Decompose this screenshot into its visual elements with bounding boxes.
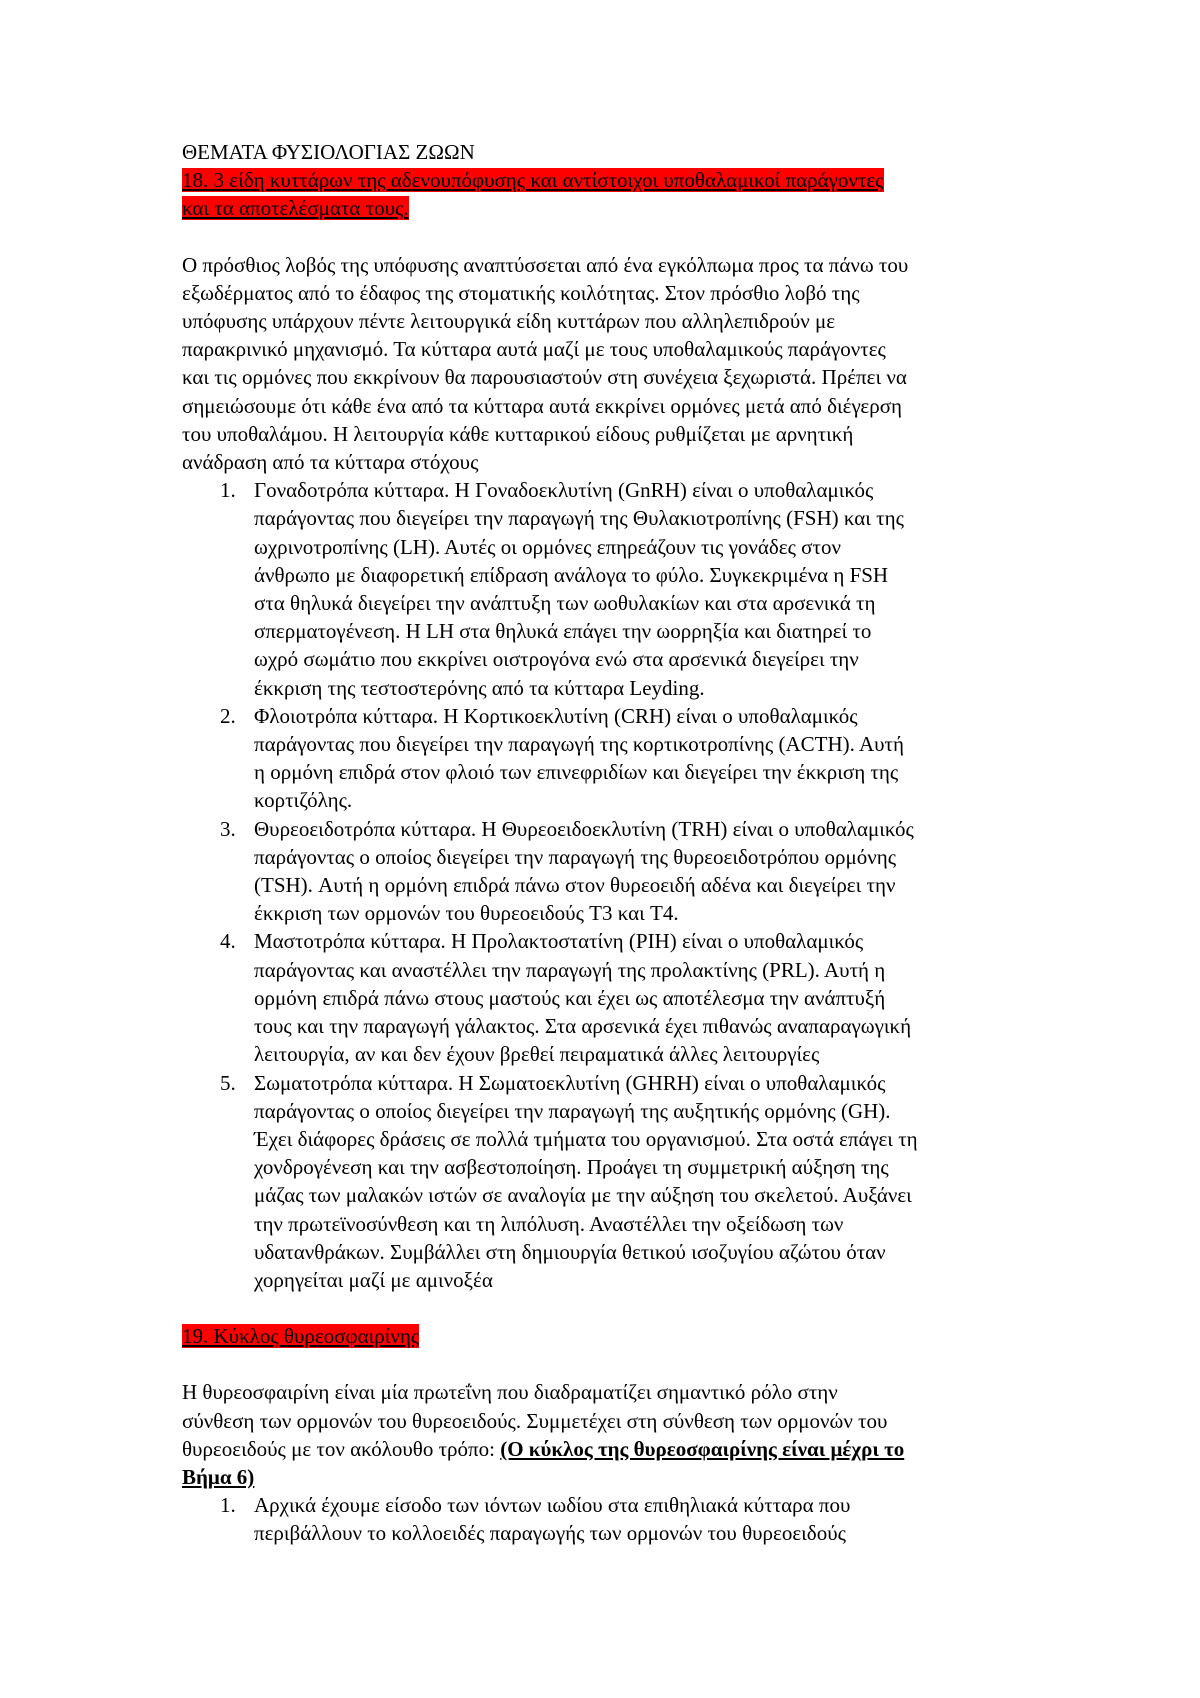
list-item-line: Έχει διάφορες δράσεις σε πολλά τμήματα του οργανισμού. Στα οστά επάγει τη bbox=[254, 1126, 918, 1151]
list-item-line: την πρωτεϊνοσύνθεση και τη λιπόλυση. Αναστέλλει την οξείδωση των bbox=[254, 1211, 844, 1236]
paragraph-line: ανάδραση από τα κύτταρα στόχους bbox=[182, 450, 479, 475]
list-item-line: Θυρεοειδοτρόπα κύτταρα. Η Θυρεοειδοεκλυτίνη (TRH) είναι ο υποθαλαμικός bbox=[254, 816, 914, 841]
list-item-line: παράγοντας ο οποίος διεγείρει την παραγωγή της αυξητικής ορμόνης (GH). bbox=[254, 1098, 891, 1123]
list-item bbox=[182, 476, 1032, 702]
document-page bbox=[182, 138, 1032, 1548]
list-item-line: σπερματογένεση. Η LH στα θηλυκά επάγει την ωορρηξία και διατηρεί το bbox=[254, 619, 872, 644]
list-item-line: παράγοντας που διεγείρει την παραγωγή της κορτικοτροπίνης (ACTH). Αυτή bbox=[254, 732, 904, 757]
list-item-line: Μαστοτρόπα κύτταρα. Η Προλακτοστατίνη (PIH) είναι ο υποθαλαμικός bbox=[254, 929, 864, 954]
list-item-number: 3. bbox=[220, 816, 236, 841]
list-item-line: παράγοντας ο οποίος διεγείρει την παραγωγή της θυρεοειδοτρόπου ορμόνης bbox=[254, 844, 897, 869]
list-item-line: έκκριση των ορμονών του θυρεοειδούς T3 και T4. bbox=[254, 901, 679, 926]
document-title: ΘΕΜΑΤΑ ΦΥΣΙΟΛΟΓΙΑΣ ΖΩΩΝ bbox=[182, 140, 475, 164]
paragraph-line: του υποθαλάμου. Η λειτουργία κάθε κυτταρικού είδους ρυθμίζεται με αρνητική bbox=[182, 421, 854, 446]
section-18-heading bbox=[182, 166, 1032, 222]
list-item-line: χορηγείται μαζί με αμινοξέα bbox=[254, 1267, 493, 1292]
list-item-line: η ορμόνη επιδρά στον φλοιό των επινεφριδίων και διεγείρει την έκκριση της bbox=[254, 760, 899, 785]
paragraph-line: Η θυρεοσφαιρίνη είναι μία πρωτεΐνη που διαδραματίζει σημαντικό ρόλο στην bbox=[182, 1380, 838, 1405]
list-item bbox=[182, 1491, 1032, 1547]
section-19-heading bbox=[182, 1322, 1032, 1350]
bold-note: Βήμα 6) bbox=[182, 1464, 255, 1489]
section-18-list bbox=[182, 476, 1032, 1294]
paragraph-line: σημειώσουμε ότι κάθε ένα από τα κύτταρα αυτά εκκρίνει ορμόνες μετά από διέγερση bbox=[182, 393, 903, 418]
list-item-line: Αρχικά έχουμε είσοδο των ιόντων ιωδίου στα επιθηλιακά κύτταρα που bbox=[254, 1493, 851, 1518]
paragraph-line: εξωδέρματος από το έδαφος της στοματικής κοιλότητας. Στον πρόσθιο λοβό της bbox=[182, 280, 860, 305]
list-item-line: στα θηλυκά διεγείρει την ανάπτυξη των ωοθυλακίων και στα αρσενικά τη bbox=[254, 591, 876, 616]
list-item-line: κορτιζόλης. bbox=[254, 788, 353, 813]
list-item bbox=[182, 1069, 1032, 1295]
paragraph-line: υπόφυσης υπάρχουν πέντε λειτουργικά είδη κυττάρων που αλληλεπιδρούν με bbox=[182, 309, 836, 334]
list-item bbox=[182, 815, 1032, 928]
list-item-line: περιβάλλουν το κολλοειδές παραγωγής των ορμονών του θυρεοειδούς bbox=[254, 1521, 846, 1546]
list-item-number: 1. bbox=[220, 478, 236, 503]
list-item-line: Γοναδοτρόπα κύτταρα. Η Γοναδοεκλυτίνη (GnRH) είναι ο υποθαλαμικός bbox=[254, 478, 874, 503]
list-item-line: έκκριση της τεστοστερόνης από τα κύτταρα Leyding. bbox=[254, 675, 705, 700]
list-item-number: 4. bbox=[220, 929, 236, 954]
section-19-heading-text: 19. Κύκλος θυρεοσφαιρίνης bbox=[182, 1324, 420, 1349]
list-item-line: Σωματοτρόπα κύτταρα. Η Σωματοεκλυτίνη (GHRH) είναι ο υποθαλαμικός bbox=[254, 1070, 886, 1095]
bold-note: (Ο κύκλος της θυρεοσφαιρίνης είναι μέχρι το bbox=[500, 1436, 905, 1461]
paragraph-line bbox=[182, 1463, 1032, 1491]
list-item-line: τους και την παραγωγή γάλακτος. Στα αρσενικά έχει πιθανώς αναπαραγωγική bbox=[254, 1014, 912, 1039]
list-item-line: ωχρινοτροπίνης (LH). Αυτές οι ορμόνες επηρεάζουν τις γονάδες στον bbox=[254, 534, 841, 559]
paragraph-line bbox=[182, 1435, 1032, 1463]
paragraph-line: και τις ορμόνες που εκκρίνουν θα παρουσιαστούν στη συνέχεια ξεχωριστά. Πρέπει να bbox=[182, 365, 907, 390]
list-item-number: 1. bbox=[220, 1493, 236, 1518]
list-item-number: 5. bbox=[220, 1070, 236, 1095]
list-item-line: ορμόνη επιδρά πάνω στους μαστούς και έχει ως αποτέλεσμα την ανάπτυξή bbox=[254, 985, 886, 1010]
spacer bbox=[182, 1294, 1032, 1322]
spacer bbox=[182, 1350, 1032, 1378]
list-item-line: ωχρό σωμάτιο που εκκρίνει οιστρογόνα ενώ στα αρσενικά διεγείρει την bbox=[254, 647, 859, 672]
paragraph-line: Ο πρόσθιος λοβός της υπόφυσης αναπτύσσεται από ένα εγκόλπωμα προς τα πάνω του bbox=[182, 252, 909, 277]
paragraph-text: θυρεοειδούς με τον ακόλουθο τρόπο: bbox=[182, 1436, 501, 1461]
section-18-intro bbox=[182, 251, 1032, 477]
list-item-line: άνθρωπο με διαφορετική επίδραση ανάλογα το φύλο. Συγκεκριμένα η FSH bbox=[254, 562, 889, 587]
spacer bbox=[182, 223, 1032, 251]
list-item bbox=[182, 702, 1032, 815]
paragraph-line: σύνθεση των ορμονών του θυρεοειδούς. Συμμετέχει στη σύνθεση των ορμονών του bbox=[182, 1408, 888, 1433]
section-18-heading-line: και τα αποτελέσματα τους. bbox=[182, 196, 409, 221]
list-item bbox=[182, 927, 1032, 1068]
list-item-line: παράγοντας που διεγείρει την παραγωγή της Θυλακιοτροπίνης (FSH) και της bbox=[254, 506, 904, 531]
section-19-list bbox=[182, 1491, 1032, 1547]
list-item-line: μάζας των μαλακών ιστών σε αναλογία με την αύξηση του σκελετού. Αυξάνει bbox=[254, 1183, 912, 1208]
list-item-number: 2. bbox=[220, 703, 236, 728]
list-item-line: παράγοντας και αναστέλλει την παραγωγή της προλακτίνης (PRL). Αυτή η bbox=[254, 957, 886, 982]
list-item-line: (TSH). Αυτή η ορμόνη επιδρά πάνω στον θυρεοειδή αδένα και διεγείρει την bbox=[254, 873, 896, 898]
list-item-line: χονδρογένεση και την ασβεστοποίηση. Προάγει τη συμμετρική αύξηση της bbox=[254, 1155, 889, 1180]
paragraph-line: παρακρινικό μηχανισμό. Τα κύτταρα αυτά μαζί με τους υποθαλαμικούς παράγοντες bbox=[182, 337, 886, 362]
list-item-line: Φλοιοτρόπα κύτταρα. Η Κορτικοεκλυτίνη (CRH) είναι ο υποθαλαμικός bbox=[254, 703, 858, 728]
list-item-line: υδατανθράκων. Συμβάλλει στη δημιουργία θετικού ισοζυγίου αζώτου όταν bbox=[254, 1239, 886, 1264]
list-item-line: λειτουργία, αν και δεν έχουν βρεθεί πειραματικά άλλες λειτουργίες bbox=[254, 1042, 820, 1067]
section-18-heading-line: 18. 3 είδη κυττάρων της αδενουπόφυσης και αντίστοιχοι υποθαλαμικοί παράγοντες bbox=[182, 168, 884, 193]
section-19-intro bbox=[182, 1378, 1032, 1491]
